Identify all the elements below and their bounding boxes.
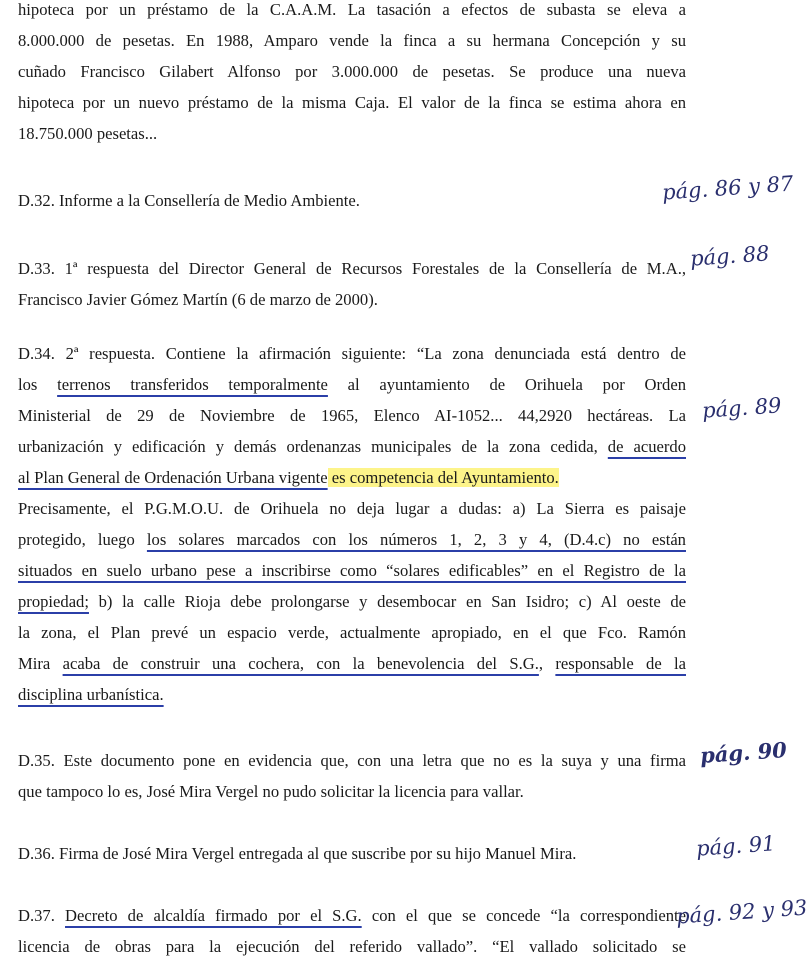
- underlined-text: de acuerdo: [607, 437, 686, 456]
- text-line: Ministerial de 29 de Noviembre de 1965, Elenco AI-1052... 44,2920 hectáreas. La: [18, 406, 686, 425]
- margin-note-page-ref: pág. 89: [701, 393, 783, 423]
- text-segment: urbanización y edificación y demás ordenanzas municipales de la zona cedida,: [18, 437, 608, 456]
- text-line: [18, 524, 686, 555]
- margin-note-page-ref: pág. 90: [699, 737, 788, 768]
- paragraph-d34: [18, 338, 686, 710]
- text-segment: protegido, luego: [18, 530, 147, 549]
- underlined-text: responsable de la: [555, 654, 686, 673]
- text-line: D.33. 1ª respuesta del Director General de Recursos Forestales de la Consellería de M.A.,: [18, 259, 686, 278]
- text-segment: con el que se concede “la correspondiente: [361, 906, 686, 925]
- text-line: [18, 586, 686, 617]
- text-line: Francisco Javier Gómez Martín (6 de marzo de 2000).: [18, 290, 378, 309]
- underlined-text: disciplina urbanística.: [18, 685, 164, 704]
- text-line: [18, 679, 686, 710]
- text-line: Precisamente, el P.G.M.O.U. de Orihuela no deja lugar a dudas: a) La Sierra es paisaje: [18, 499, 686, 518]
- text-line: 18.750.000 pesetas...: [18, 124, 158, 143]
- underlined-text: terrenos transferidos temporalmente: [57, 375, 328, 394]
- margin-note-page-ref: pág. 92 y 93: [675, 895, 809, 929]
- underlined-text: situados en suelo urbano pese a inscribirse como “solares edificables” en el Registro de la: [18, 561, 686, 580]
- underlined-text: al Plan General de Ordenación Urbana vigente: [18, 468, 328, 487]
- text-line: D.36. Firma de José Mira Vergel entregada al que suscribe por su hijo Manuel Mira.: [18, 844, 577, 863]
- text-line: D.32. Informe a la Consellería de Medio Ambiente.: [18, 191, 360, 210]
- text-line: que tampoco lo es, José Mira Vergel no pudo solicitar la licencia para vallar.: [18, 782, 524, 801]
- text-line: 8.000.000 de pesetas. En 1988, Amparo vende la finca a su hermana Concepción y su: [18, 31, 686, 50]
- underlined-text: acaba de construir una cochera, con la benevolencia del S.G.: [62, 654, 539, 673]
- text-segment: Mira: [18, 654, 63, 673]
- text-line: [18, 369, 686, 400]
- text-line: hipoteca por un nuevo préstamo de la misma Caja. El valor de la finca se estima ahora en: [18, 93, 686, 112]
- paragraph-d37: [18, 900, 686, 962]
- margin-note-page-ref: pág. 88: [689, 241, 771, 271]
- margin-note-page-ref: pág. 86 y 87: [661, 171, 795, 205]
- text-segment: ,: [538, 654, 556, 673]
- text-segment: al ayuntamiento de Orihuela por Orden: [327, 375, 686, 394]
- text-line: [18, 900, 686, 931]
- paragraph-d36: [18, 838, 686, 869]
- text-line: [18, 555, 686, 586]
- text-line: licencia de obras para la ejecución del referido vallado”. “El vallado solicitado se: [18, 937, 686, 956]
- paragraph-d35: [18, 745, 686, 807]
- text-line: hipoteca por un préstamo de la C.A.A.M. La tasación a efectos de subasta se eleva a: [18, 0, 686, 19]
- text-segment: los: [18, 375, 58, 394]
- text-line: D.35. Este documento pone en evidencia que, con una letra que no es la suya y una firma: [18, 751, 686, 770]
- text-line: cuñado Francisco Gilabert Alfonso por 3.000.000 de pesetas. Se produce una nueva: [18, 62, 686, 81]
- underlined-text: Decreto de alcaldía firmado por el S.G.: [65, 906, 362, 925]
- text-line: D.34. 2ª respuesta. Contiene la afirmación siguiente: “La zona denunciada está dentro de: [18, 344, 686, 363]
- margin-note-page-ref: pág. 91: [695, 831, 777, 861]
- text-segment: b) la calle Rioja debe prolongarse y desembocar en San Isidro; c) Al oeste de: [88, 592, 686, 611]
- text-line: [18, 462, 686, 493]
- paragraph-mortgage: [18, 0, 686, 149]
- text-segment: D.37.: [18, 906, 66, 925]
- underlined-text: los solares marcados con los números 1, 2, 3 y 4, (D.4.c) no están: [146, 530, 686, 549]
- paragraph-d33: [18, 253, 686, 315]
- highlighted-text: es competencia del Ayuntamiento.: [327, 468, 559, 487]
- text-line: [18, 648, 686, 679]
- paragraph-d32: [18, 185, 686, 216]
- text-line: [18, 431, 686, 462]
- text-line: la zona, el Plan prevé un espacio verde, actualmente apropiado, en el que Fco. Ramón: [18, 623, 686, 642]
- underlined-text: propiedad;: [18, 592, 89, 611]
